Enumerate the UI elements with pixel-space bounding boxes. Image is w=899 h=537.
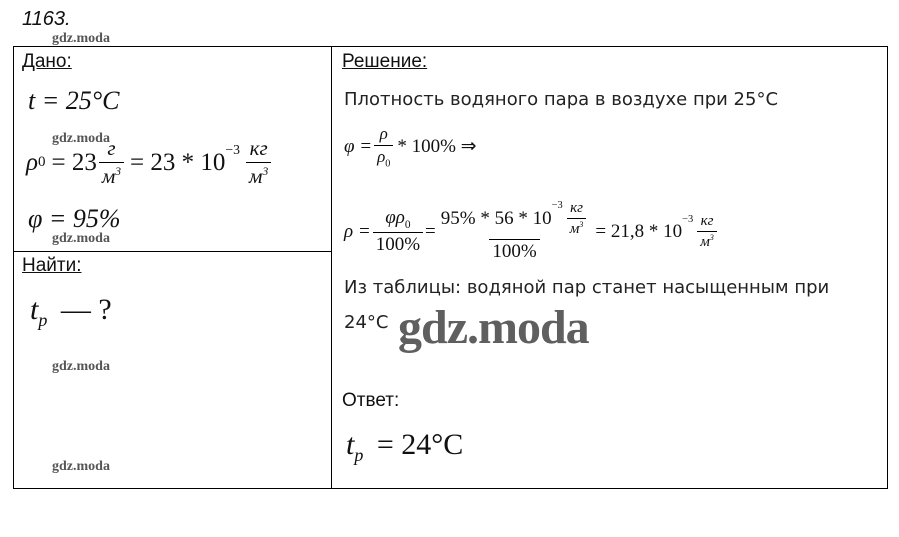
rho-symbol: ρ [26, 148, 38, 176]
density-calculation: ρ = $\frac{\varphi\rho_0}{100\%}$ = 95% * 56 * 10 $^{-3}$ $\frac{кг}{м^3}$ 100% = 21,8 * 10 $^{-3}$ $\frac{кг}{м^3}$ [344, 200, 719, 263]
solution-table [13, 46, 888, 489]
find-heading: Найти: [22, 255, 82, 276]
answer-value: $t_р = 24^\circ C$ [346, 428, 464, 465]
given-humidity: φ = 95% [28, 204, 121, 233]
watermark-small: gdz.moda [52, 459, 110, 474]
unit-numerator: кг [249, 136, 268, 160]
row-divider [13, 251, 332, 252]
problem-number: 1163. [22, 8, 71, 30]
given-temperature: t = 25°C [28, 86, 120, 115]
solution-text-result: 24°C [344, 312, 389, 333]
watermark-small: gdz.moda [52, 31, 110, 46]
watermark-small: gdz.moda [52, 131, 110, 146]
unit-denominator: $м^3$ [99, 162, 124, 189]
watermark-large: gdz.moda [398, 301, 589, 354]
watermark-small: gdz.moda [52, 359, 110, 374]
unit-numerator: г [107, 136, 116, 160]
answer-heading: Ответ: [342, 390, 400, 411]
unit-fraction-g-m3 [99, 136, 124, 189]
density-fraction-symbolic: $\frac{\varphi\rho_0}{100\%}$ [373, 207, 423, 256]
given-density [26, 136, 273, 189]
rho-converted: = 23 * 10 [130, 148, 226, 176]
phi-fraction: $\frac{\rho}{\rho_0}$ [374, 124, 393, 169]
find-unknown: $t_р$ — ? [30, 293, 112, 330]
rho-exponent: −3 [225, 142, 241, 157]
watermark-small: gdz.moda [52, 231, 110, 246]
rho-equals: = 23 [51, 148, 97, 176]
solution-heading: Решение: [342, 51, 428, 72]
solution-text-table: Из таблицы: водяной пар станет насыщенным при [344, 277, 830, 298]
density-fraction-numeric: 95% * 56 * 10 $^{-3}$ $\frac{кг}{м^3}$ 100% [438, 200, 592, 263]
solution-text-density: Плотность водяного пара в воздухе при 25°C [344, 89, 779, 110]
given-heading: Дано: [22, 51, 72, 72]
result-unit: $\frac{кг}{м^3}$ [697, 213, 717, 251]
unit-fraction-kg-m3 [246, 136, 271, 189]
unit-denominator: $м^3$ [246, 162, 271, 189]
humidity-formula: φ = $\frac{\rho}{\rho_0}$ * 100% ⇒ [344, 124, 477, 170]
column-divider [331, 46, 332, 489]
rho-subscript: 0 [38, 154, 46, 170]
